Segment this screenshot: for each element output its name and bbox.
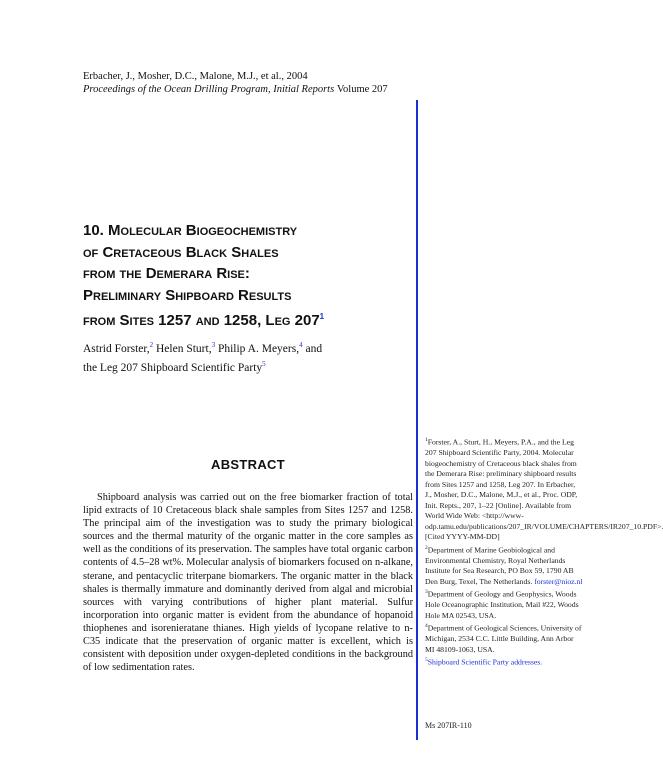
abstract-paragraph: Shipboard analysis was carried out on the free biomarker fraction of total lipid extracts of 10 Cretaceous black shale samples from Sites 1257 and 1258. The principal aim of the investigation was to study the primary biological sources and the thermal maturity of the organic matter in the core samples as well as the conditions of its preservation. The samples have total organic carbon contents of 4.5–28 wt%. Molecular analysis of biomarkers focused on n-alkane, sterane, and pentacyclic triterpane biomarkers. The organic matter in the black shales is thermally immature and dominantly derived from algal and microbial sources with varying contributions of higher plant material. Sulfur incorporation into organic matter is evident from the abundance of hopanoid thiophenes and isorenieratane thianes. High yields of lycopane relative to n-C35 indicate that the preservation of organic matter is excellent, which is consistent with deposition under oxygen-depleted conditions in the background of low sedimentation rates.	[83, 492, 413, 674]
footnote-link-3[interactable]: 3	[211, 341, 216, 349]
proceedings-title: Proceedings of the Ocean Drilling Program, Initial Reports	[83, 84, 335, 95]
footnote-1: $^1$Forster, A., Sturt, H., Meyers, P.A., and the Leg 207 Shipboard Scientific Party, 2004. Molecular biogeochemistry of Cretaceous black shales from the Demerara Rise: preliminary shipboard results from Sites 1257 and 1258, Leg 207. In Erbacher, J., Mosher, D.C., Malone, M.J., et al., Proc. ODP, Init. Repts., 207, 1–22 [Online]. Available from World Wide Web: <http://www-odp.tamu.edu/publications/207_IR/VOLUME/CHAPTERS/IR207_10.PDF>. [Cited YYYY-MM-DD]	[425, 437, 663, 542]
title-footnote-link[interactable]: 1	[319, 312, 325, 321]
author-sturt: Helen Sturt,	[153, 342, 212, 355]
author-list: Astrid Forster,$^2$ Helen Sturt,$^3$ Philip A. Meyers,$^4$ and the Leg 207 Shipboard Scientific Party$^5$	[83, 341, 323, 374]
title-line-1: 10. Molecular Biogeochemistry	[83, 222, 298, 239]
author-party: the Leg 207 Shipboard Scientific Party	[83, 361, 263, 374]
title-line-5: from Sites 1257 and 1258, Leg $207^1$	[83, 312, 325, 329]
party-addresses-link[interactable]: Shipboard Scientific Party addresses.	[427, 657, 543, 667]
volume-label: Volume 207	[336, 84, 388, 95]
proceedings-line	[83, 84, 388, 95]
abstract-heading: ABSTRACT	[211, 457, 285, 472]
paper-title	[83, 220, 413, 332]
title-line-4: Preliminary Shipboard Results	[83, 286, 292, 304]
vertical-divider	[416, 100, 418, 740]
abstract-body	[83, 491, 413, 674]
footnotes	[425, 435, 663, 668]
footnote-5: $^5$Shipboard Scientific Party addresses.	[425, 657, 543, 667]
footnote-4: $^4$Department of Geological Sciences, University of Michigan, 2534 C.C. Little Building, Ann Arbor MI 48109-1063, USA.	[425, 623, 582, 654]
author-forster: Astrid Forster,	[83, 342, 150, 355]
chapter-number: 10.	[83, 222, 109, 239]
manuscript-number: Ms 207IR-110	[425, 721, 472, 730]
footnote-2: $^2$Department of Marine Geobiological and Environmental Chemistry, Royal Netherlands Institute for Sea Research, PO Box 59, 1790 AB Den Burg, Texel, The Netherlands. forster@nioz.nl	[425, 544, 583, 586]
email-link[interactable]: forster@nioz.nl	[534, 576, 583, 586]
footnote-3: $^3$Department of Geology and Geophysics, Woods Hole Oceanographic Institution, Mail #22, Woods Hole MA 02543, USA.	[425, 589, 579, 620]
footnote-link-4[interactable]: 4	[299, 341, 303, 349]
title-line-2: of Cretaceous Black Shales	[83, 243, 279, 261]
title-line-3: from the Demerara Rise:	[83, 265, 250, 282]
author-meyers: Philip A. Meyers,	[215, 342, 300, 355]
footnote-link-5[interactable]: 5	[262, 359, 266, 368]
citation-line: Erbacher, J., Mosher, D.C., Malone, M.J., et al., 2004	[83, 71, 308, 82]
footnote-link-2[interactable]: 2	[149, 341, 154, 349]
